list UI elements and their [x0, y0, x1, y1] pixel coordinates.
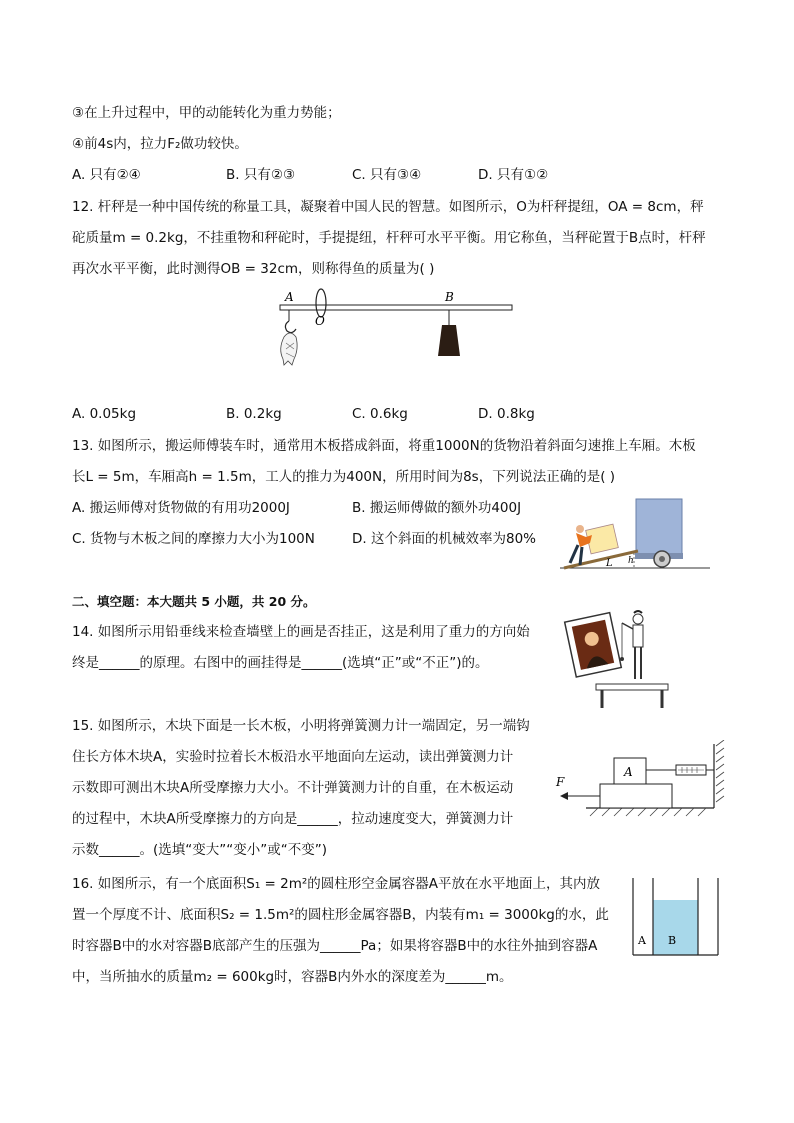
q13-text-2: 长L = 5m，车厢高h = 1.5m，工人的推力为400N，所用时间为8s，下列说法正确的是( )	[72, 469, 616, 485]
statement-4: ④前4s内，拉力F₂做功较快。	[72, 136, 248, 152]
label-container-b: B	[668, 934, 677, 947]
q14-text-1: 14. 如图所示用铅垂线来检查墙壁上的画是否挂正，这是利用了重力的方向始	[72, 624, 530, 640]
q15-text-2: 住长方体木块A，实验时拉着长木板沿水平地面向左运动，读出弹簧测力计	[72, 749, 514, 765]
hook-icon	[285, 321, 296, 333]
q15-text-1: 15. 如图所示，木块下面是一长木板，小明将弹簧测力计一端固定，另一端钩	[72, 718, 530, 734]
q12-text-2: 砣质量m = 0.2kg，不挂重物和秤砣时，手提提纽，杆秤可水平平衡。用它称鱼，当秤砣置于B点时，杆秤	[72, 230, 706, 246]
q12-option-b: B. 0.2kg	[226, 406, 282, 422]
truck-body	[636, 499, 682, 555]
q16-text-4: 中，当所抽水的质量m₂ = 600kg时，容器B内外水的深度差为______m。	[72, 969, 513, 985]
q13-option-c: C. 货物与木板之间的摩擦力大小为100N	[72, 531, 315, 547]
q15-text-3: 示数即可测出木块A所受摩擦力大小。不计弹簧测力计的自重，在木板运动	[72, 780, 514, 796]
friction-figure	[550, 740, 730, 820]
q13-option-b: B. 搬运师傅做的额外功400J	[352, 500, 522, 516]
wall-hatching	[716, 740, 724, 802]
boy-head-icon	[633, 614, 643, 624]
q15-text-4: 的过程中，木块A所受摩擦力的方向是______，拉动速度变大，弹簧测力计	[72, 811, 514, 827]
steelyard-beam	[280, 305, 512, 310]
steelyard-figure	[270, 285, 520, 375]
q14-text-2: 终是______的原理。右图中的画挂得是______(选填“正”或“不正”)的。	[72, 655, 489, 671]
label-block-a: A	[624, 765, 633, 779]
q11-option-b: B. 只有②③	[226, 167, 296, 183]
plumb-line-figure	[560, 605, 680, 715]
tilted-picture	[565, 613, 622, 677]
arrow-left-icon	[560, 792, 568, 800]
q11-option-a: A. 只有②④	[72, 167, 141, 183]
q12-option-a: A. 0.05kg	[72, 406, 137, 422]
table-top	[596, 684, 668, 690]
lift-ring	[316, 289, 326, 317]
label-h: h	[628, 556, 634, 566]
long-board	[600, 784, 672, 808]
q13-option-a: A. 搬运师傅对货物做的有用功2000J	[72, 500, 290, 516]
ramp-figure	[560, 495, 710, 573]
fish-icon	[281, 333, 297, 365]
q16-text-2: 置一个厚度不计、底面积S₂ = 1.5m²的圆柱形金属容器B，内装有m₁ = 3000kg的水，此	[72, 907, 609, 923]
ground-hatching	[590, 808, 706, 816]
q12-text-3: 再次水平平衡，此时测得OB = 32cm，则称得鱼的质量为( )	[72, 261, 435, 277]
containers-figure	[630, 876, 725, 958]
label-container-a: A	[638, 934, 646, 947]
counterweight-icon	[438, 325, 460, 356]
label-f: F	[556, 775, 565, 789]
q13-text-1: 13. 如图所示，搬运师傅装车时，通常用木板搭成斜面，将重1000N的货物沿着斜面匀速推上车厢。木板	[72, 438, 696, 454]
label-o: O	[315, 314, 325, 328]
label-l: L	[606, 558, 613, 569]
statement-3: ③在上升过程中，甲的动能转化为重力势能；	[72, 105, 341, 121]
q16-text-1: 16. 如图所示，有一个底面积S₁ = 2m²的圆柱形空金属容器A平放在水平地面上，其内放	[72, 876, 601, 892]
q12-text-1: 12. 杆秤是一种中国传统的称量工具，凝聚着中国人民的智慧。如图所示，O为杆秤提纽，OA = 8cm，秤	[72, 199, 704, 215]
q11-option-d: D. 只有①②	[478, 167, 549, 183]
worker-head-icon	[576, 525, 584, 533]
q12-option-d: D. 0.8kg	[478, 406, 535, 422]
q16-text-3: 时容器B中的水对容器B底部产生的压强为______Pa；如果将容器B中的水往外抽到容器A	[72, 938, 598, 954]
plumb-bob-icon	[620, 657, 624, 661]
label-a: A	[285, 290, 294, 304]
q11-option-c: C. 只有③④	[352, 167, 422, 183]
q15-text-5: 示数______。(选填“变大”“变小”或“不变”)	[72, 842, 327, 858]
q13-option-d: D. 这个斜面的机械效率为80%	[352, 531, 536, 547]
q12-option-c: C. 0.6kg	[352, 406, 408, 422]
section-heading: 二、填空题：本大题共 5 小题，共 20 分。	[72, 594, 316, 609]
label-b: B	[445, 290, 454, 304]
